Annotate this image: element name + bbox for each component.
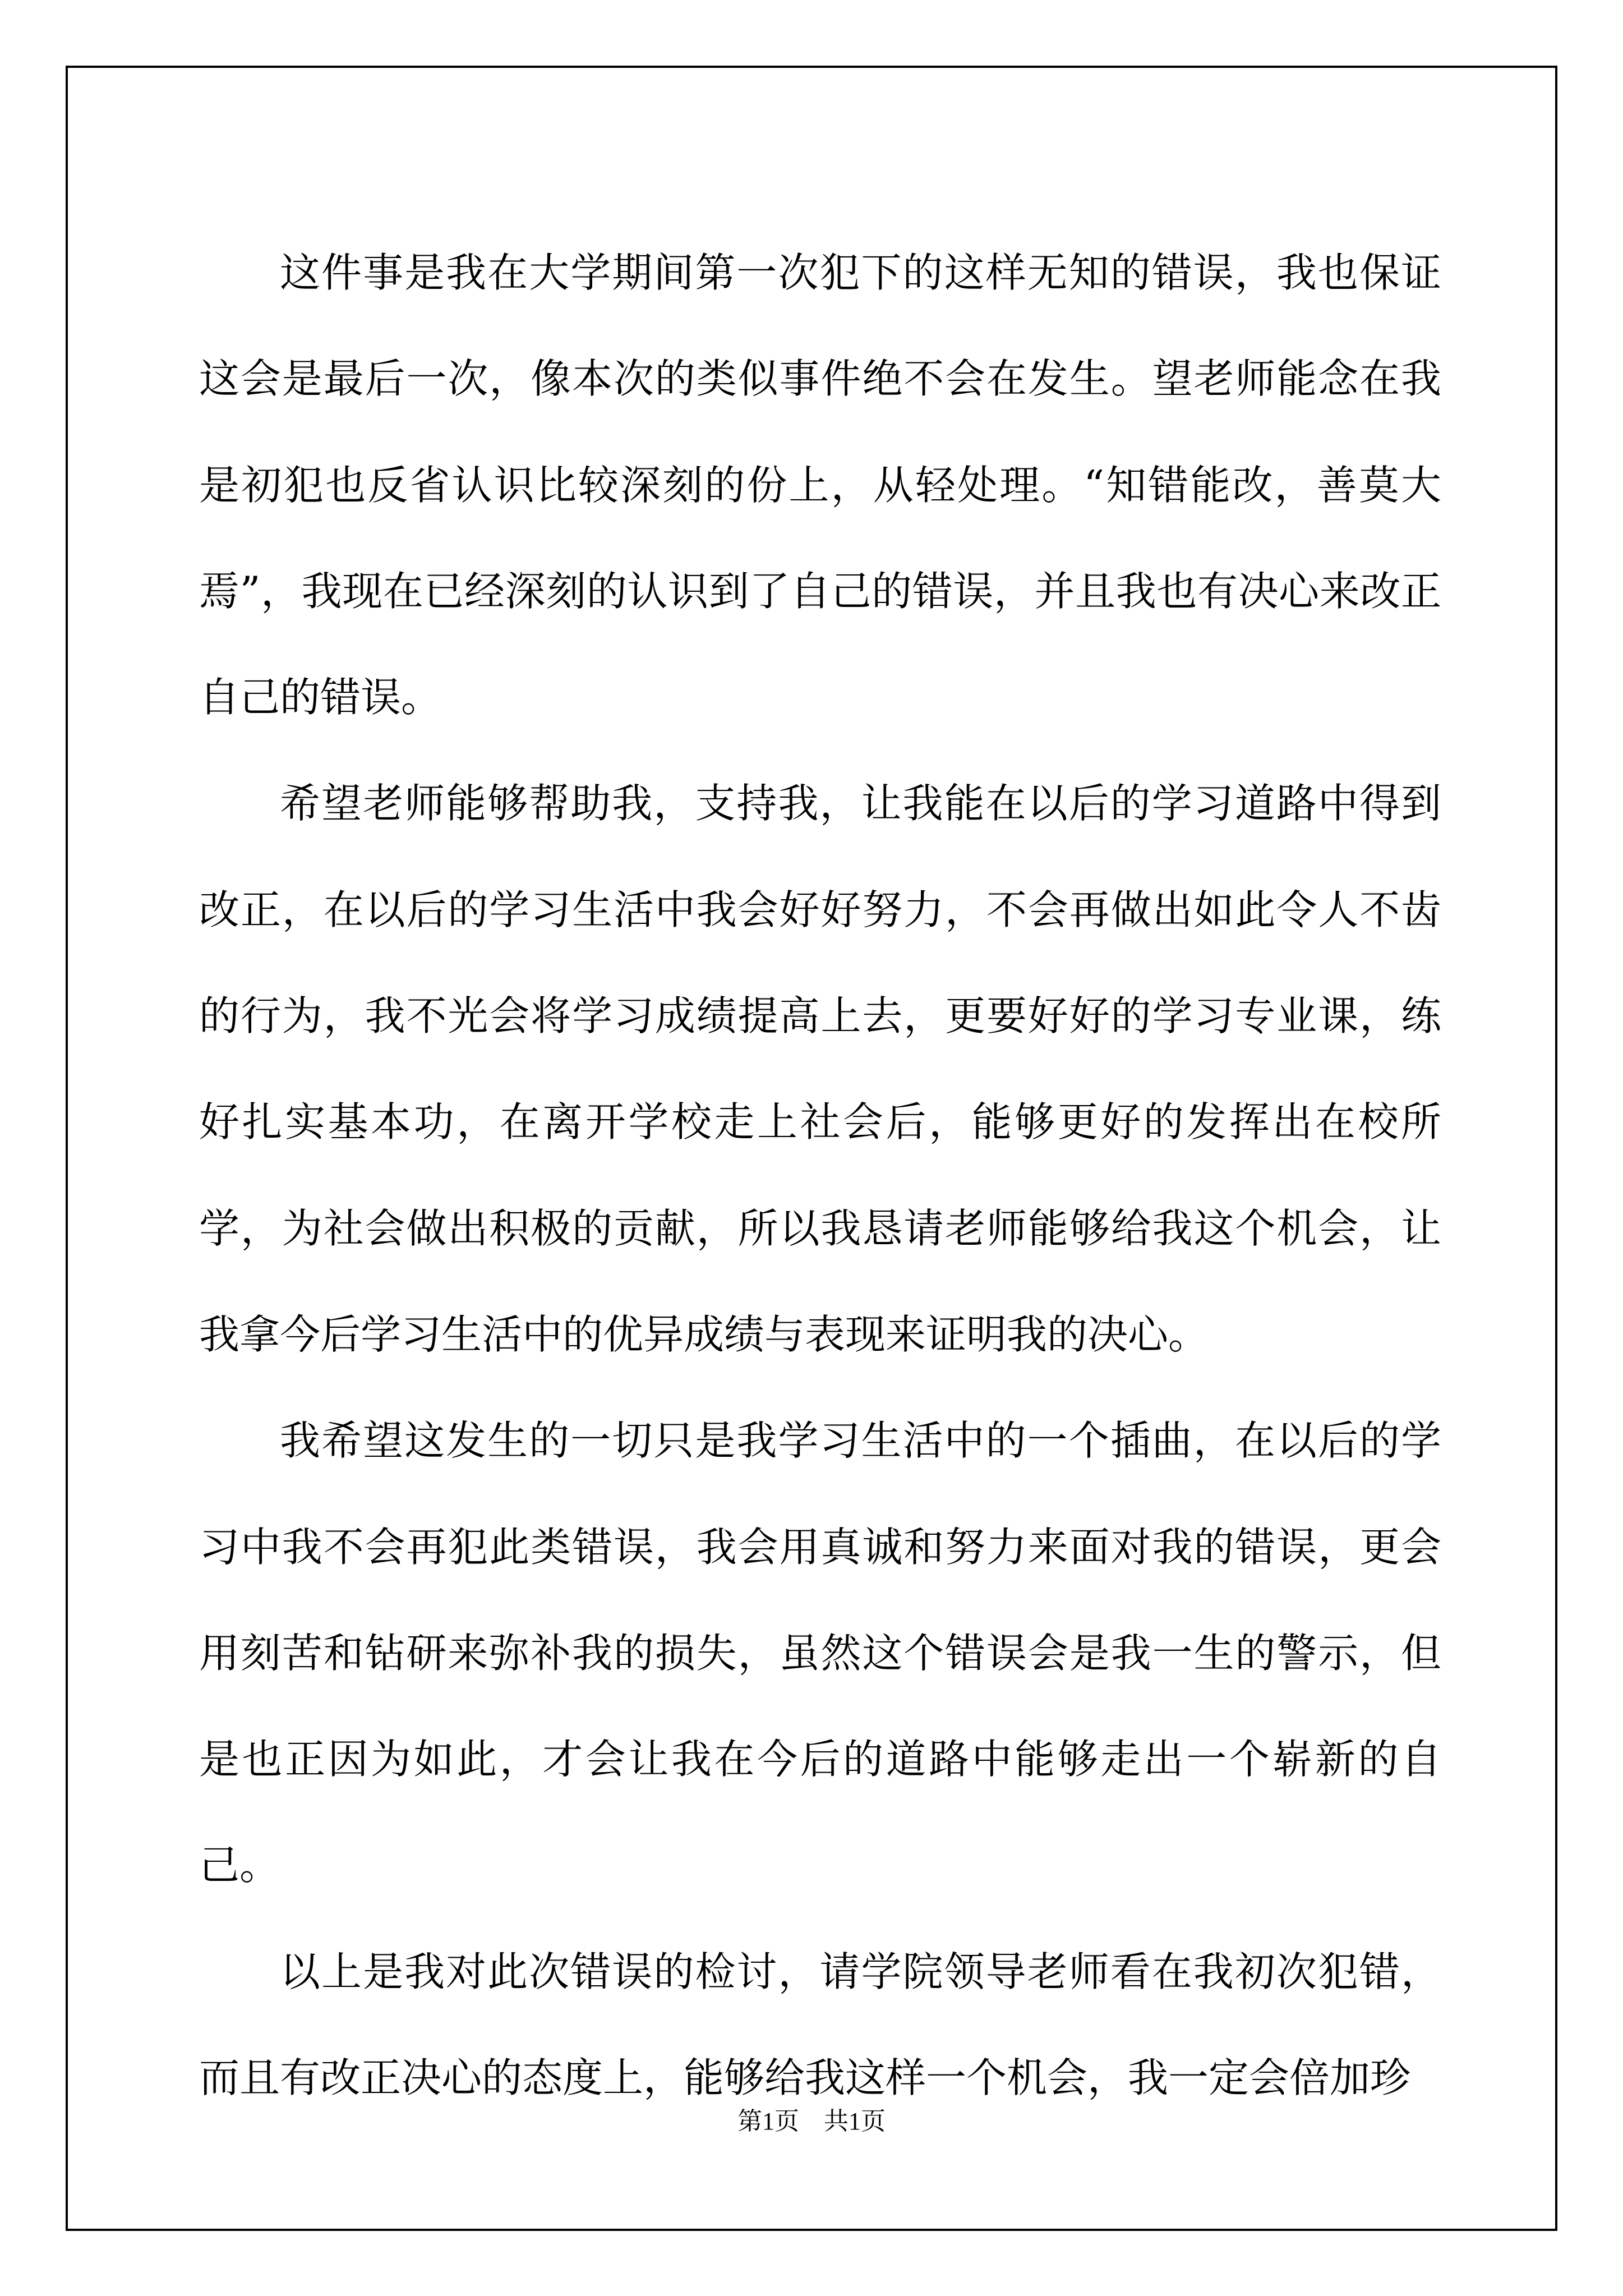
paragraph-3: 我希望这发生的一切只是我学习生活中的一个插曲，在以后的学习中我不会再犯此类错误，我会用真诚和努力来面对我的错误，更会用刻苦和钻研来弥补我的损失，虽然这个错误会是我一生的警示，但是也正因为如此，才会让我在今后的道路中能够走出一个崭新的自己。 — [199, 1417, 1441, 1889]
paragraph-1: 这件事是我在大学期间第一次犯下的这样无知的错误，我也保证这会是最后一次，像本次的类似事件绝不会在发生。望老师能念在我是初犯也反省认识比较深刻的份上，从轻处理。“知错能改，善莫大焉”，我现在已经深刻的认识到了自己的错误，并且我也有决心来改正自己的错误。 — [199, 249, 1441, 721]
page-number-footer: 第1页 共1页 — [737, 2108, 886, 2135]
paragraph-4: 以上是我对此次错误的检讨，请学院领导老师看在我初次犯错，而且有改正决心的态度上，能够给我这样一个机会，我一定会倍加珍 — [199, 1948, 1441, 2102]
paragraph-2: 希望老师能够帮助我，支持我，让我能在以后的学习道路中得到改正，在以后的学习生活中我会好好努力，不会再做出如此令人不齿的行为，我不光会将学习成绩提高上去，更要好好的学习专业课，练好扎实基本功，在离开学校走上社会后，能够更好的发挥出在校所学，为社会做出积极的贡献，所以我恳请老师能够给我这个机会，让我拿今后学习生活中的优异成绩与表现来证明我的决心。 — [199, 780, 1441, 1358]
document-body — [199, 220, 1441, 2131]
